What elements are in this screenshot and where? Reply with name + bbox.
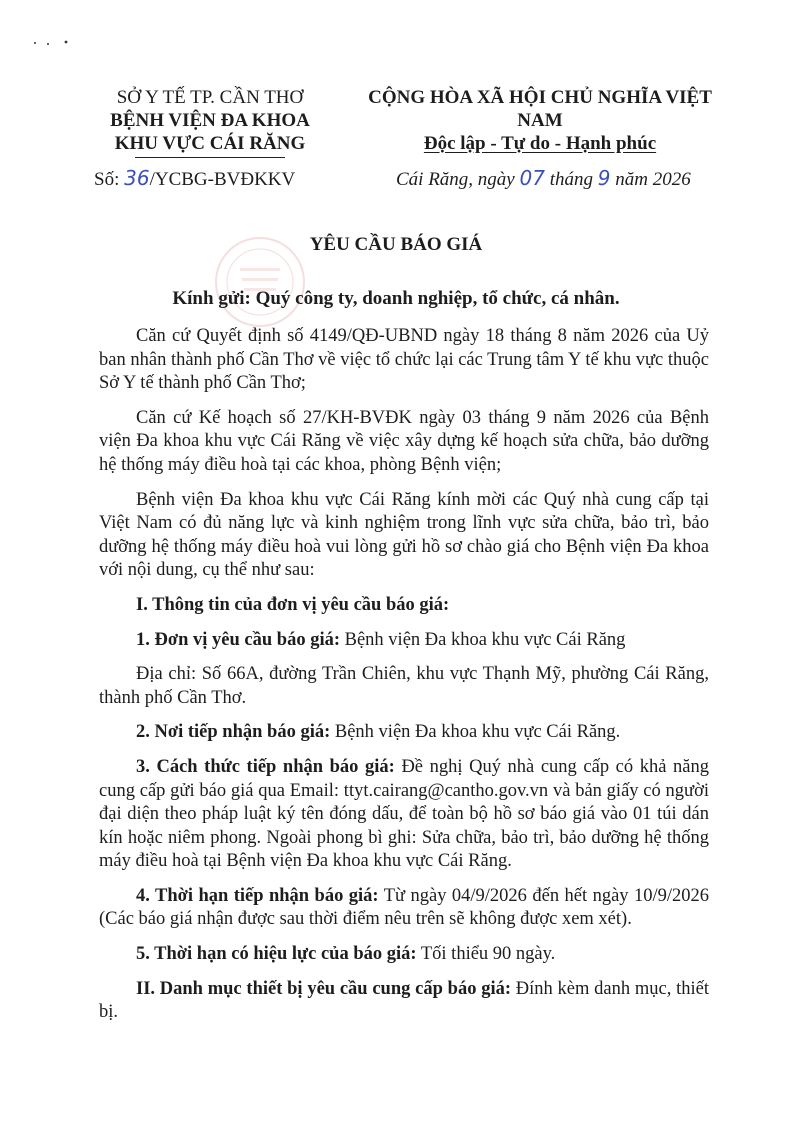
paragraph-legal-basis-1: Căn cứ Quyết định số 4149/QĐ-UBND ngày 18 tháng 8 năm 2026 của Uỷ ban nhân thành phố Cần Thơ về việc tổ chức lại các Trung tâm Y tế khu vực thuộc Sở Y tế thành phố Cần Thơ;	[99, 326, 709, 394]
item-4-value: Từ ngày 04/9/2026 đến hết ngày 10/9/2026 (Các báo giá nhận được sau thời điểm nêu trên sẽ không được xem xét).	[99, 885, 710, 930]
national-title: CỘNG HÒA XÃ HỘI CHỦ NGHĨA VIỆT NAM	[368, 87, 712, 131]
item-3-label: 3. Cách thức tiếp nhận báo giá:	[136, 756, 395, 777]
section-2-value: Đính kèm danh mục, thiết bị.	[99, 978, 710, 1023]
agency-name-line2: KHU VỰC CÁI RĂNG	[114, 133, 306, 154]
item-1	[99, 629, 709, 653]
number-suffix: /YCBG-BVĐKKV	[149, 169, 296, 190]
item-1-address: Địa chỉ: Số 66A, đường Trần Chiên, khu vực Thạnh Mỹ, phường Cái Răng, thành phố Cần Thơ.	[99, 664, 709, 708]
item-4	[99, 885, 709, 932]
number-handwritten: 36	[124, 166, 150, 190]
agency-underline	[135, 157, 285, 158]
item-2	[99, 721, 709, 745]
date-mid: tháng	[549, 169, 593, 190]
recipient-label: Kính gửi:	[172, 288, 251, 309]
item-3	[99, 756, 709, 874]
item-2-label: 2. Nơi tiếp nhận báo giá:	[136, 722, 331, 743]
paragraph-invitation: Bệnh viện Đa khoa khu vực Cái Răng kính mời các Quý nhà cung cấp tại Việt Nam có đủ năng lực và kinh nghiệm trong lĩnh vực sửa chữa, bảo trì, bảo dưỡng hệ thống máy điều hoà vui lòng gửi hồ sơ chào giá cho Bệnh viện Đa khoa với nội dung, cụ thể như sau:	[99, 489, 709, 581]
item-3-value: Đề nghị Quý nhà cung cấp có khả năng cung cấp gửi báo giá qua Email: ttyt.cairang@cantho.gov.vn và bản giấy có người đại diện theo pháp luật ký tên đóng dấu, để toàn bộ hồ sơ báo giá vào 01 túi dán kín hoặc niêm phong. Ngoài phong bì ghi: Sửa chữa, bảo trì, bảo dưỡng hệ thống máy điều hoà tại Bệnh viện Đa khoa khu vực Cái Răng.	[99, 756, 709, 872]
national-motto: Độc lập - Tự do - Hạnh phúc	[423, 133, 657, 154]
document-body	[99, 325, 709, 1036]
document-title: YÊU CẦU BÁO GIÁ	[309, 234, 483, 255]
issuing-agency	[80, 86, 340, 158]
number-prefix: Số:	[94, 169, 120, 190]
scan-mark	[32, 40, 72, 46]
recipient-value: Quý công ty, doanh nghiệp, tổ chức, cá nhân.	[255, 288, 620, 309]
date-day-handwritten: 07	[519, 166, 545, 190]
date-suffix: năm 2026	[615, 169, 691, 190]
section-2-label: II. Danh mục thiết bị yêu cầu cung cấp báo giá:	[136, 978, 512, 999]
national-header	[350, 86, 730, 155]
item-4-label: 4. Thời hạn tiếp nhận báo giá:	[136, 885, 379, 906]
date-prefix: Cái Răng, ngày	[396, 169, 515, 190]
item-1-value: Bệnh viện Đa khoa khu vực Cái Răng	[344, 629, 626, 650]
item-5	[99, 943, 709, 967]
item-2-value: Bệnh viện Đa khoa khu vực Cái Răng.	[334, 722, 621, 743]
agency-name-line1: BỆNH VIỆN ĐA KHOA	[110, 110, 310, 131]
section-1-heading: I. Thông tin của đơn vị yêu cầu báo giá:	[136, 594, 450, 615]
document-date	[396, 166, 691, 191]
document-number	[94, 166, 295, 191]
agency-parent: SỞ Y TẾ TP. CẦN THƠ	[116, 87, 304, 108]
item-1-label: 1. Đơn vị yêu cầu báo giá:	[136, 629, 340, 650]
paragraph-legal-basis-2: Căn cứ Kế hoạch số 27/KH-BVĐK ngày 03 tháng 9 năm 2026 của Bệnh viện Đa khoa khu vực Cái Răng về việc xây dựng kế hoạch sửa chữa, bảo dưỡng hệ thống máy điều hoà tại các khoa, phòng Bệnh viện;	[99, 407, 709, 475]
section-2	[99, 978, 709, 1025]
item-5-label: 5. Thời hạn có hiệu lực của báo giá:	[136, 944, 417, 965]
date-month-handwritten: 9	[597, 166, 611, 190]
item-5-value: Tối thiểu 90 ngày.	[420, 944, 556, 965]
recipient-line	[0, 288, 792, 310]
